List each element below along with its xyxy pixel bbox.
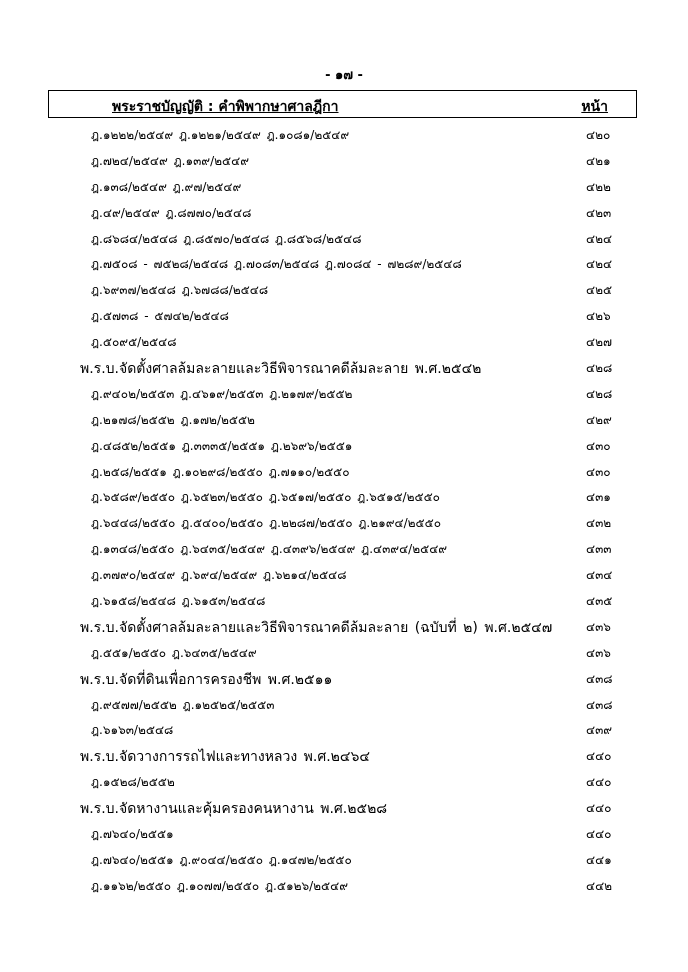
case-citations: ฎ.๗๖๔๐/๒๕๕๑ ฎ.๙๐๔๔/๒๕๕๐ ฎ.๑๔๗๒/๒๕๕๐ bbox=[91, 852, 352, 867]
page-ref: ๔๔๒ bbox=[586, 878, 613, 893]
case-citations: ฎ.๖๑๕๘/๒๕๔๘ ฎ.๖๑๕๓/๒๕๔๘ bbox=[91, 594, 266, 609]
case-citations: ฎ.๑๕๒๘/๒๕๕๒ bbox=[91, 775, 175, 790]
index-header-title: พระราชบัญญัติ : คำพิพากษาศาลฎีกา bbox=[112, 99, 339, 115]
page-ref: ๔๒๘ bbox=[586, 361, 613, 376]
case-citations: ฎ.๙๕๗๗/๒๕๕๒ ฎ.๑๒๕๒๕/๒๕๕๓ bbox=[91, 697, 275, 712]
index-row-act bbox=[0, 355, 688, 381]
index-row-act bbox=[0, 795, 688, 821]
page-ref: ๔๓๑ bbox=[586, 490, 611, 505]
index-row-case bbox=[0, 226, 688, 252]
index-row-case bbox=[0, 277, 688, 303]
index-row-case bbox=[0, 381, 688, 407]
index-row-case bbox=[0, 536, 688, 562]
page-ref: ๔๓๒ bbox=[586, 516, 612, 531]
page-ref: ๔๒๒ bbox=[586, 179, 611, 194]
case-citations: ฎ.๕๕๑/๒๕๕๐ ฎ.๖๔๓๕/๒๕๔๙ bbox=[91, 645, 257, 660]
index-row-case bbox=[0, 717, 688, 743]
case-citations: ฎ.๘๖๘๔/๒๕๔๘ ฎ.๘๕๗๐/๒๕๔๘ ฎ.๘๕๖๘/๒๕๔๘ bbox=[91, 231, 362, 246]
page-ref: ๔๓๓ bbox=[586, 542, 612, 557]
page-ref: ๔๓๐ bbox=[586, 438, 611, 453]
case-citations: ฎ.๑๒๒๒/๒๕๔๙ ฎ.๑๒๒๑/๒๕๔๙ ฎ.๑๐๘๑/๒๕๔๙ bbox=[91, 128, 350, 142]
page-ref: ๔๒๙ bbox=[586, 412, 612, 427]
page-ref: ๔๒๔ bbox=[586, 231, 613, 246]
act-title: พ.ร.บ.จัดที่ดินเพื่อการครองชีพ พ.ศ.๒๕๑๑ bbox=[80, 671, 333, 688]
case-citations: ฎ.๖๕๘๙/๒๕๕๐ ฎ.๖๕๒๓/๒๕๕๐ ฎ.๖๕๑๗/๒๕๕๐ ฎ.๖๕๑๕/๒๕๕๐ bbox=[91, 490, 440, 505]
case-citations: ฎ.๕๗๓๘ - ๕๗๔๒/๒๕๔๘ bbox=[91, 309, 229, 324]
case-citations: ฎ.๑๓๔๘/๒๕๕๐ ฎ.๖๔๓๕/๒๕๔๙ ฎ.๔๓๙๖/๒๕๔๙ ฎ.๔๓๙๔/๒๕๔๙ bbox=[91, 542, 448, 557]
index-row-case bbox=[0, 769, 688, 795]
index-row-case bbox=[0, 433, 688, 459]
act-title: พ.ร.บ.จัดตั้งศาลล้มละลายและวิธีพิจารณาคดีล้มละลาย พ.ศ.๒๕๔๒ bbox=[80, 361, 482, 378]
index-row-case bbox=[0, 562, 688, 588]
index-row-case bbox=[0, 122, 688, 148]
case-citations: ฎ.๑๓๘/๒๕๔๙ ฎ.๙๗/๒๕๔๙ bbox=[91, 179, 242, 194]
index-row-case bbox=[0, 692, 688, 718]
page-ref: ๔๒๖ bbox=[586, 309, 611, 324]
page-ref: ๔๓๖ bbox=[586, 619, 611, 634]
page-ref: ๔๓๕ bbox=[586, 594, 613, 609]
case-citations: ฎ.๓๗๙๐/๒๕๔๙ ฎ.๖๙๔/๒๕๔๙ ฎ.๖๒๑๔/๒๕๔๘ bbox=[91, 568, 347, 583]
case-citations: ฎ.๔๙/๒๕๔๙ ฎ.๘๗๗๐/๒๕๔๘ bbox=[91, 205, 252, 220]
index-header-box bbox=[48, 90, 637, 118]
index-row-case bbox=[0, 174, 688, 200]
index-header-page-column: หน้า bbox=[581, 99, 608, 115]
page-number: - ๑๗ - bbox=[325, 68, 363, 83]
page-ref: ๔๒๕ bbox=[586, 283, 613, 298]
case-citations: ฎ.๖๙๓๗/๒๕๔๘ ฎ.๖๗๘๘/๒๕๔๘ bbox=[91, 283, 269, 298]
page-ref: ๔๔๐ bbox=[586, 801, 612, 816]
index-row-case bbox=[0, 873, 688, 899]
page-ref: ๔๔๑ bbox=[586, 852, 612, 867]
case-citations: ฎ.๒๕๘/๒๕๕๑ ฎ.๑๐๒๙๘/๒๕๕๐ ฎ.๗๑๑๐/๒๕๕๐ bbox=[91, 464, 350, 479]
case-citations: ฎ.๑๑๖๒/๒๕๕๐ ฎ.๑๐๗๗/๒๕๕๐ ฎ.๕๑๒๖/๒๕๔๙ bbox=[91, 878, 349, 893]
page-ref: ๔๔๐ bbox=[586, 775, 612, 790]
page-ref: ๔๔๐ bbox=[586, 827, 612, 842]
act-title: พ.ร.บ.จัดวางการรถไฟและทางหลวง พ.ศ.๒๔๖๔ bbox=[80, 749, 370, 766]
page-ref: ๔๓๘ bbox=[586, 671, 613, 686]
page-ref: ๔๒๑ bbox=[586, 153, 611, 168]
page-ref: ๔๒๔ bbox=[586, 257, 613, 272]
index-row-case bbox=[0, 588, 688, 614]
case-citations: ฎ.๕๐๙๕/๒๕๔๘ bbox=[91, 335, 177, 350]
index-row-case bbox=[0, 200, 688, 226]
page-ref: ๔๒๘ bbox=[586, 386, 613, 401]
page-ref: ๔๔๐ bbox=[586, 749, 612, 764]
index-row-act bbox=[0, 614, 688, 640]
page-ref: ๔๓๖ bbox=[586, 645, 611, 660]
act-title: พ.ร.บ.จัดตั้งศาลล้มละลายและวิธีพิจารณาคดีล้มละลาย (ฉบับที่ ๒) พ.ศ.๒๕๔๗ bbox=[80, 619, 553, 636]
case-citations: ฎ.๖๑๖๓/๒๕๔๘ bbox=[91, 723, 174, 738]
index-row-case bbox=[0, 821, 688, 847]
page-ref: ๔๒๓ bbox=[586, 205, 612, 220]
page-ref: ๔๓๙ bbox=[586, 723, 613, 738]
index-row-case bbox=[0, 303, 688, 329]
case-citations: ฎ.๒๑๗๘/๒๕๕๒ ฎ.๑๗๒/๒๕๕๒ bbox=[91, 412, 255, 427]
page-ref: ๔๓๔ bbox=[586, 568, 613, 583]
case-citations: ฎ.๗๖๔๐/๒๕๕๑ bbox=[91, 827, 174, 842]
page-ref: ๔๒๐ bbox=[586, 128, 611, 142]
case-citations: ฎ.๖๔๔๘/๒๕๕๐ ฎ.๕๔๐๐/๒๕๕๐ ฎ.๒๒๘๗/๒๕๕๐ ฎ.๒๑๙๔/๒๕๕๐ bbox=[91, 516, 442, 531]
act-title: พ.ร.บ.จัดหางานและคุ้มครองคนหางาน พ.ศ.๒๕๒๘ bbox=[80, 801, 388, 818]
case-citations: ฎ.๙๔๐๒/๒๕๕๓ ฎ.๔๖๑๙/๒๕๕๓ ฎ.๒๑๗๙/๒๕๕๒ bbox=[91, 386, 353, 401]
index-row-case bbox=[0, 407, 688, 433]
page-ref: ๔๒๗ bbox=[586, 335, 613, 350]
index-row-case bbox=[0, 329, 688, 355]
index-row-case bbox=[0, 148, 688, 174]
case-citations: ฎ.๗๒๔/๒๕๔๙ ฎ.๑๓๙/๒๕๔๙ bbox=[91, 153, 249, 168]
case-citations: ฎ.๗๕๐๘ - ๗๕๒๘/๒๕๔๘ ฎ.๗๐๘๓/๒๕๔๘ ฎ.๗๐๘๔ - ๗๒๘๙/๒๕๔๘ bbox=[91, 257, 462, 272]
page-ref: ๔๓๐ bbox=[586, 464, 611, 479]
index-row-case bbox=[0, 847, 688, 873]
index-row-case bbox=[0, 251, 688, 277]
index-row-act bbox=[0, 743, 688, 769]
index-row-case bbox=[0, 640, 688, 666]
page-ref: ๔๓๘ bbox=[586, 697, 613, 712]
index-row-act bbox=[0, 666, 688, 692]
index-rows bbox=[0, 122, 688, 899]
index-row-case bbox=[0, 459, 688, 485]
case-citations: ฎ.๔๘๕๒/๒๕๕๑ ฎ.๓๓๓๕/๒๕๕๑ ฎ.๒๖๙๖/๒๕๕๑ bbox=[91, 438, 353, 453]
index-row-case bbox=[0, 484, 688, 510]
index-row-case bbox=[0, 510, 688, 536]
